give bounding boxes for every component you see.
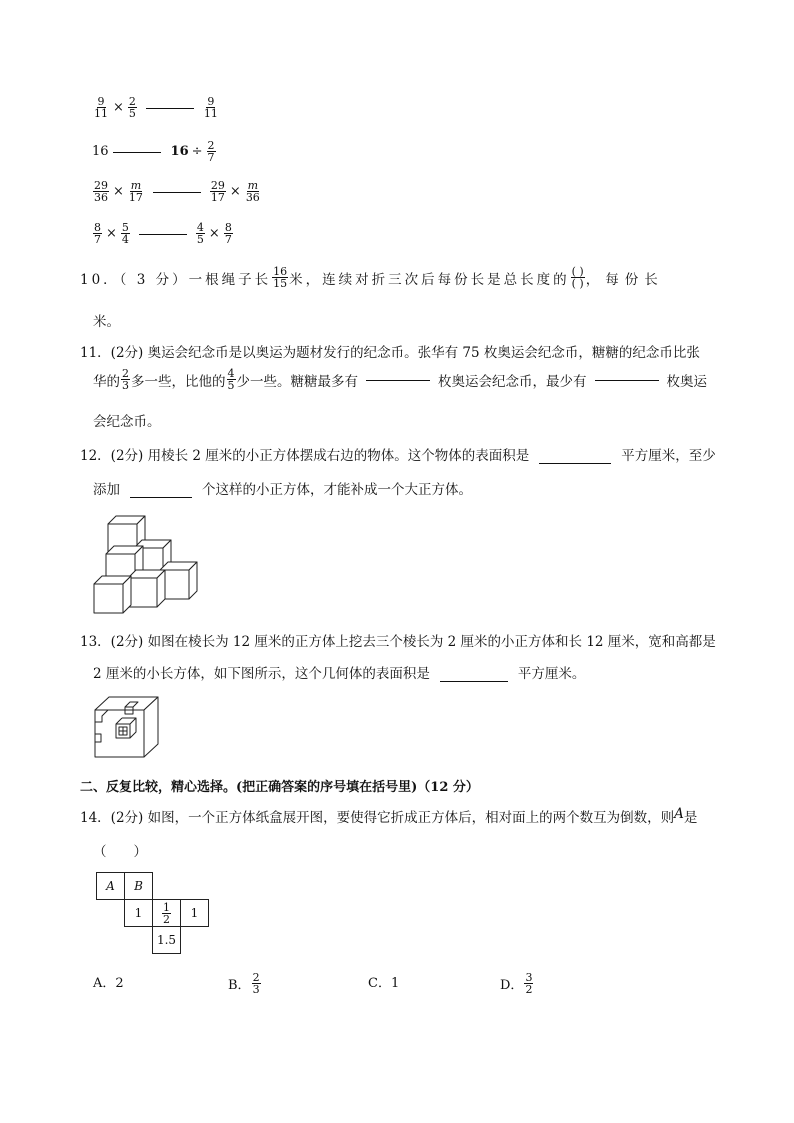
option-d[interactable]: D． $\frac{3}{2}$: [500, 971, 533, 996]
question-10-line2: 米。: [93, 314, 120, 330]
option-b[interactable]: B． $\frac{2}{3}$: [228, 971, 260, 996]
fraction: $\frac{8}{7}$: [224, 221, 232, 246]
question-14: 14．(2分) 如图，一个正方体纸盒展开图，要使得它折成正方体后，相对面上的两个数互为倒数，则 A 是: [80, 806, 698, 826]
fraction: $\frac{2}{7}$: [207, 139, 215, 164]
fraction: $\frac{4}{5}$: [227, 367, 235, 392]
answer-fraction[interactable]: $\frac{( )}{( )}$: [571, 265, 584, 290]
answer-blank[interactable]: [153, 191, 201, 193]
answer-blank[interactable]: [113, 151, 161, 153]
fraction: $\frac{m}{36}$: [245, 179, 260, 204]
net-cell-one: 1: [125, 900, 153, 927]
comparison-2: 16 16 ÷ $\frac{2}{7}$: [92, 139, 215, 164]
fraction: $\frac{9}{11}$: [94, 95, 108, 120]
option-a[interactable]: A．2: [93, 976, 124, 991]
net-cell-a: A: [97, 873, 125, 900]
question-13-line2: 2 厘米的小长方体，如下图所示，这个几何体的表面积是 平方厘米。: [93, 666, 586, 682]
fraction: $\frac{2}{5}$: [128, 95, 136, 120]
fraction: $\frac{3}{2}$: [525, 971, 533, 996]
fraction: $\frac{4}{5}$: [196, 221, 204, 246]
section-heading: 二、反复比较，精心选择。(把正确答案的序号填在括号里)（12 分）: [80, 780, 479, 795]
comparison-1: $\frac{9}{11}$ × $\frac{2}{5}$ $\frac{9}{11}$: [94, 95, 218, 120]
fraction: $\frac{2}{3}$: [252, 971, 260, 996]
fraction: $\frac{9}{11}$: [203, 95, 218, 120]
answer-blank[interactable]: [440, 680, 508, 682]
carved-cube-figure: [92, 694, 162, 760]
answer-blank[interactable]: [130, 496, 192, 498]
question-13: 13．(2分) 如图在棱长为 12 厘米的正方体上挖去三个棱长为 2 厘米的小正方体和长 12 厘米，宽和高都是: [80, 634, 716, 650]
cube-stack-figure: [90, 508, 202, 614]
question-12-line2: 添加 个这样的小正方体，才能补成一个大正方体。: [93, 482, 472, 498]
answer-blank[interactable]: [146, 107, 194, 109]
fraction: $\frac{5}{4}$: [121, 221, 129, 246]
question-12: 12．(2分) 用棱长 2 厘米的小正方体摆成右边的物体。这个物体的表面积是 平方厘米，至少: [80, 448, 716, 464]
answer-paren[interactable]: （ ）: [93, 844, 147, 860]
net-cell-b: B: [125, 873, 153, 900]
fraction: $\frac{29}{17}$: [210, 179, 225, 204]
question-11-line3: 会纪念币。: [93, 414, 161, 430]
answer-blank[interactable]: [539, 462, 611, 464]
question-11-line2: 华的 $\frac{2}{3}$ 多一些，比他的 $\frac{4}{5}$ 少一些。糖糖最多有 枚奥运会纪念币，最少有 枚奥运: [93, 367, 707, 392]
fraction: $\frac{16}{15}$: [273, 265, 288, 290]
option-c[interactable]: C．1: [368, 976, 400, 991]
comparison-4: $\frac{8}{7}$ × $\frac{5}{4}$ $\frac{4}{5}$ × $\frac{8}{7}$: [94, 221, 232, 246]
net-cell-half: $\frac{1}{2}$: [153, 900, 181, 927]
answer-blank[interactable]: [595, 379, 659, 381]
net-cell-one: 1: [181, 900, 209, 927]
fraction: $\frac{29}{36}$: [94, 179, 108, 204]
comparison-3: $\frac{29}{36}$ × $\frac{m}{17}$ $\frac{29}{17}$ × $\frac{m}{36}$: [94, 179, 260, 204]
fraction: $\frac{2}{3}$: [122, 367, 129, 392]
net-cell-bottom: 1.5: [153, 927, 181, 954]
cube-net: [96, 872, 236, 954]
answer-blank[interactable]: [366, 379, 430, 381]
fraction: $\frac{8}{7}$: [94, 221, 101, 246]
fraction: $\frac{m}{17}$: [128, 179, 143, 204]
answer-blank[interactable]: [139, 233, 187, 235]
question-11: 11．(2分) 奥运会纪念币是以奥运为题材发行的纪念币。张华有 75 枚奥运会纪念币，糖糖的纪念币比张: [80, 345, 700, 361]
question-10: 10．（ 3 分）一根绳子长 $\frac{16}{15}$ 米，连续对折三次后每份长是总长度的 $\frac{( )}{( )}$ ，每份长: [80, 265, 664, 290]
